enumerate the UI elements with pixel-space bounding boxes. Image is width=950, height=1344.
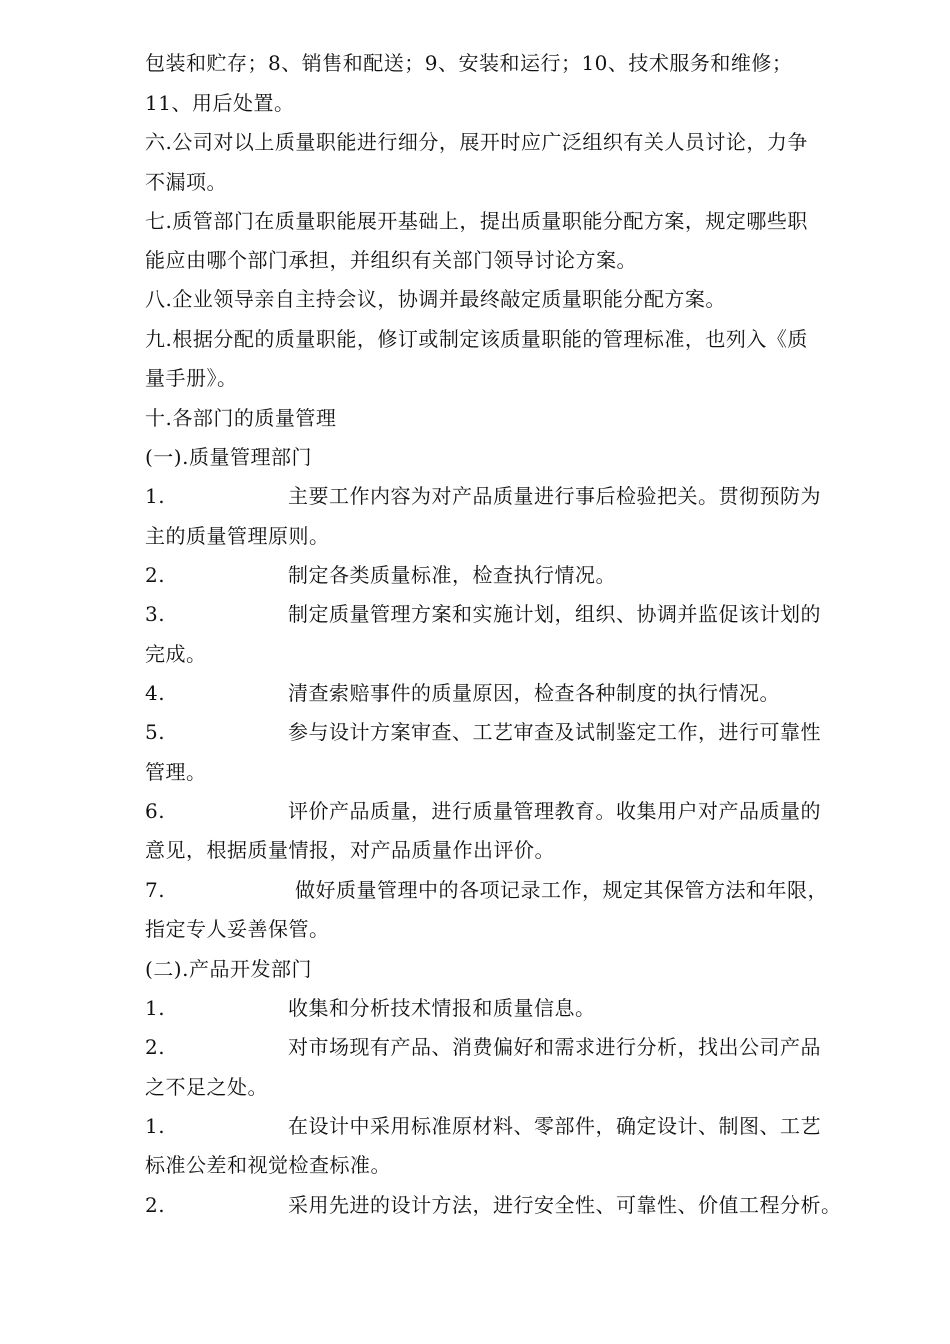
paragraph-line: 标准公差和视觉检查标准。	[145, 1153, 391, 1177]
paragraph-line: 量手册》。	[145, 366, 238, 390]
list-item-number: 1.	[145, 1114, 166, 1138]
list-item-number: 3.	[145, 602, 166, 626]
list-item-text: 做好质量管理中的各项记录工作，规定其保管方法和年限，	[295, 878, 828, 902]
list-item	[145, 482, 890, 510]
paragraph-line: 管理。	[145, 760, 207, 784]
list-item	[145, 561, 890, 589]
list-item-number: 1.	[145, 484, 166, 508]
list-item-text: 采用先进的设计方法，进行安全性、可靠性、价值工程分析。	[288, 1193, 842, 1217]
list-item-number: 2.	[145, 1035, 166, 1059]
paragraph-line: 八.企业领导亲自主持会议，协调并最终敲定质量职能分配方案。	[145, 287, 726, 311]
list-item-number: 7.	[145, 878, 166, 902]
paragraph-line: 主的质量管理原则。	[145, 524, 330, 548]
section-heading: 十.各部门的质量管理	[145, 406, 337, 430]
list-item	[145, 679, 890, 707]
list-item-number: 1.	[145, 996, 166, 1020]
list-item-text: 清查索赔事件的质量原因，检查各种制度的执行情况。	[288, 681, 780, 705]
paragraph-line: 九.根据分配的质量职能，修订或制定该质量职能的管理标准，也列入《质	[145, 327, 808, 351]
list-item-number: 2.	[145, 1193, 166, 1217]
list-item-number: 6.	[145, 799, 166, 823]
list-item-text: 收集和分析技术情报和质量信息。	[288, 996, 596, 1020]
paragraph-line: 能应由哪个部门承担，并组织有关部门领导讨论方案。	[145, 248, 637, 272]
list-item-text: 评价产品质量，进行质量管理教育。收集用户对产品质量的	[288, 799, 821, 823]
list-item	[145, 876, 890, 904]
paragraph-line: 包装和贮存；8、销售和配送；9、安装和运行；10、技术服务和维修；	[145, 51, 793, 75]
list-item	[145, 797, 890, 825]
paragraph-line: 完成。	[145, 642, 207, 666]
list-item	[145, 718, 890, 746]
paragraph-line: 11、用后处置。	[145, 91, 295, 115]
list-item	[145, 1112, 890, 1140]
list-item	[145, 600, 890, 628]
paragraph-line: 六.公司对以上质量职能进行细分，展开时应广泛组织有关人员讨论，力争	[145, 130, 808, 154]
paragraph-line: 之不足之处。	[145, 1075, 268, 1099]
list-item-text: 参与设计方案审查、工艺审查及试制鉴定工作，进行可靠性	[288, 720, 821, 744]
list-item-text: 在设计中采用标准原材料、零部件，确定设计、制图、工艺	[288, 1114, 821, 1138]
list-item-text: 对市场现有产品、消费偏好和需求进行分析，找出公司产品	[288, 1035, 821, 1059]
list-item-text: 主要工作内容为对产品质量进行事后检验把关。贯彻预防为	[288, 484, 821, 508]
paragraph-line: 意见，根据质量情报，对产品质量作出评价。	[145, 838, 555, 862]
list-item-text: 制定质量管理方案和实施计划，组织、协调并监促该计划的	[288, 602, 821, 626]
list-item-number: 2.	[145, 563, 166, 587]
paragraph-line: 指定专人妥善保管。	[145, 917, 330, 941]
paragraph-line: 不漏项。	[145, 170, 227, 194]
list-item	[145, 1033, 890, 1061]
subsection-heading: (二).产品开发部门	[145, 957, 312, 981]
subsection-heading: (一).质量管理部门	[145, 445, 312, 469]
list-item-number: 4.	[145, 681, 166, 705]
list-item	[145, 994, 890, 1022]
list-item-text: 制定各类质量标准，检查执行情况。	[288, 563, 616, 587]
list-item	[145, 1191, 890, 1219]
list-item-number: 5.	[145, 720, 166, 744]
paragraph-line: 七.质管部门在质量职能展开基础上，提出质量职能分配方案，规定哪些职	[145, 209, 808, 233]
